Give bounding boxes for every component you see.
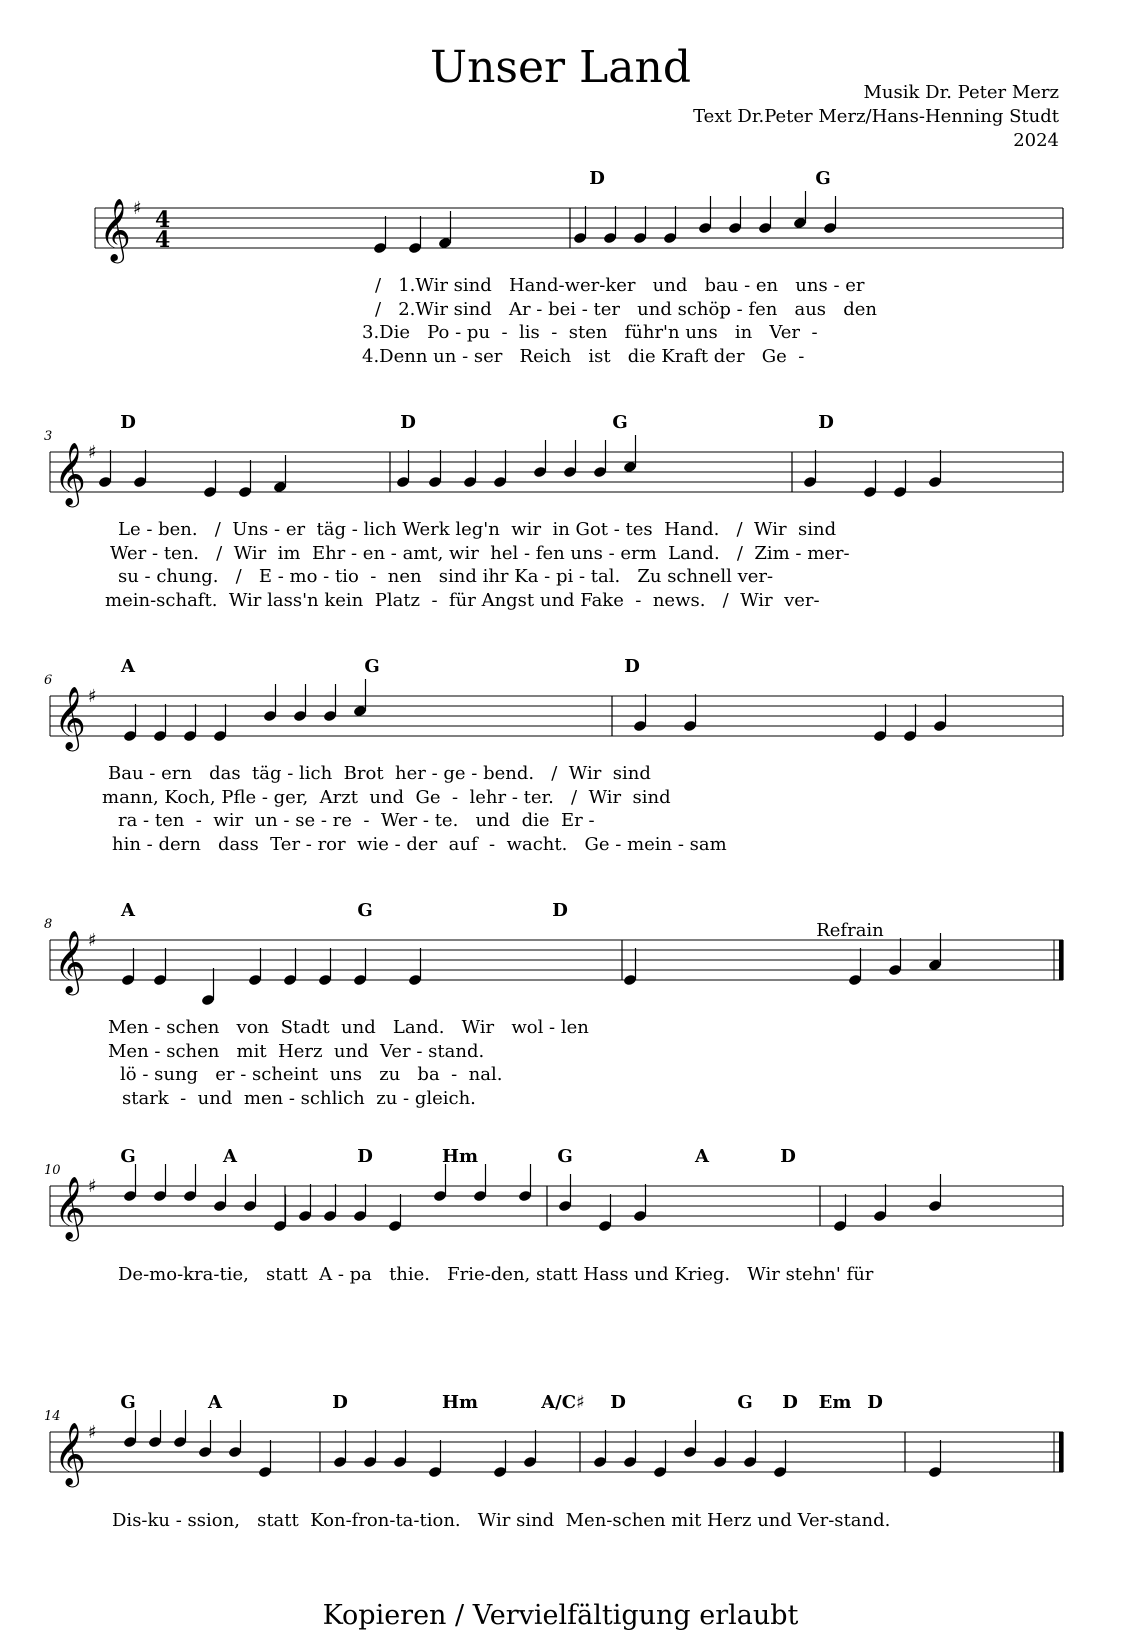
key-signature-sharp: ♯ bbox=[88, 1176, 97, 1197]
lyric-line-1: / 1.Wir sind Hand-wer-ker und bau - en uns - er bbox=[375, 275, 865, 296]
lyric-line-1: Le - ben. / Uns - er täg - lich Werk leg'n wir in Got - tes Hand. / Wir sind bbox=[118, 519, 837, 540]
chord-symbol: G bbox=[120, 1392, 136, 1413]
lyric-line-3: ra - ten - wir un - se - re - Wer - te. und die Er - bbox=[118, 810, 595, 831]
lyric-line-2: Men - schen mit Herz und Ver - stand. bbox=[108, 1041, 485, 1062]
final-barline bbox=[1059, 940, 1063, 980]
chord-symbol: G bbox=[364, 656, 380, 677]
chord-symbol: A bbox=[695, 1146, 709, 1167]
music-credit: Musik Dr. Peter Merz bbox=[863, 82, 1059, 103]
lyric-line-2: Wer - ten. / Wir im Ehr - en - amt, wir hel - fen uns - erm Land. / Zim - mer- bbox=[110, 543, 850, 564]
system-2 bbox=[50, 435, 1063, 611]
measure-number: 3 bbox=[44, 429, 53, 444]
refrain-label: Refrain bbox=[816, 920, 884, 941]
system-3 bbox=[50, 679, 1063, 855]
key-signature-sharp: ♯ bbox=[88, 686, 97, 707]
chord-symbol: Hm bbox=[441, 1392, 479, 1413]
chord-symbol: G bbox=[120, 1146, 136, 1167]
treble-clef: 𝄞 bbox=[54, 686, 86, 749]
chord-symbol: G bbox=[612, 412, 628, 433]
lyric-line-1: Men - schen von Stadt und Land. Wir wol - len bbox=[108, 1017, 589, 1038]
chord-symbol: D bbox=[610, 1392, 626, 1413]
lyric-line-4: stark - und men - schlich zu - gleich. bbox=[122, 1088, 476, 1109]
lyric-line-4: hin - dern dass Ter - ror wie - der auf - wacht. Ge - mein - sam bbox=[112, 834, 727, 855]
chord-symbol: D bbox=[357, 1146, 373, 1167]
chord-symbol: D bbox=[780, 1146, 796, 1167]
lyric-line-3: 3.Die Po - pu - lis - sten führ'n uns in Ver - bbox=[362, 322, 818, 343]
lyric-line-1: Dis-ku - ssion, statt Kon-fron-ta-tion. Wir sind Men-schen mit Herz und Ver-stand. bbox=[112, 1510, 891, 1531]
lyric-line-2: / 2.Wir sind Ar - bei - ter und schöp - fen aus den bbox=[375, 299, 877, 320]
song-title: Unser Land bbox=[429, 42, 691, 93]
treble-clef: 𝄞 bbox=[99, 198, 131, 261]
measure-number: 14 bbox=[44, 1409, 61, 1424]
treble-clef: 𝄞 bbox=[54, 1176, 86, 1239]
chord-symbol: G bbox=[737, 1392, 753, 1413]
key-signature-sharp: ♯ bbox=[133, 198, 142, 219]
chord-symbol: D bbox=[332, 1392, 348, 1413]
time-signature-bottom: 4 bbox=[155, 227, 171, 253]
lyric-line-4: mein-schaft. Wir lass'n kein Platz - für Angst und Fake - news. / Wir ver- bbox=[105, 590, 820, 611]
chord-symbol: D bbox=[818, 412, 834, 433]
lyric-line-3: su - chung. / E - mo - tio - nen sind ihr Ka - pi - tal. Zu schnell ver- bbox=[118, 566, 774, 587]
treble-clef: 𝄞 bbox=[54, 1422, 86, 1485]
system-4 bbox=[50, 930, 1063, 1109]
key-signature-sharp: ♯ bbox=[88, 442, 97, 463]
system-6 bbox=[50, 1410, 1063, 1531]
chord-symbol: G bbox=[815, 168, 831, 189]
chord-symbol: D bbox=[589, 168, 605, 189]
chord-symbol: A bbox=[208, 1392, 222, 1413]
chord-symbol: G bbox=[557, 1146, 573, 1167]
lyric-line-3: lö - sung er - scheint uns zu ba - nal. bbox=[120, 1064, 503, 1085]
lyric-line-1: Bau - ern das täg - lich Brot her - ge - bend. / Wir sind bbox=[108, 763, 651, 784]
chord-symbol: D bbox=[552, 900, 568, 921]
chord-symbol: A bbox=[121, 656, 135, 677]
system-5 bbox=[50, 1164, 1063, 1285]
text-credit: Text Dr.Peter Merz/Hans-Henning Studt bbox=[693, 106, 1059, 127]
chord-symbol: A bbox=[121, 900, 135, 921]
chord-symbol: D bbox=[782, 1392, 798, 1413]
chord-symbol: D bbox=[624, 656, 640, 677]
key-signature-sharp: ♯ bbox=[88, 1422, 97, 1443]
chord-symbol: A/C♯ bbox=[541, 1392, 585, 1413]
chord-symbol: D bbox=[867, 1392, 883, 1413]
copy-notice: Kopieren / Vervielfältigung erlaubt bbox=[322, 1600, 799, 1631]
chord-symbol: Hm bbox=[441, 1146, 479, 1167]
chord-symbol: Em bbox=[818, 1392, 852, 1413]
chord-symbol: A bbox=[223, 1146, 237, 1167]
measure-number: 6 bbox=[44, 673, 53, 688]
treble-clef: 𝄞 bbox=[54, 442, 86, 505]
system-1 bbox=[95, 191, 1063, 367]
chord-symbol: D bbox=[400, 412, 416, 433]
measure-number: 10 bbox=[44, 1163, 61, 1178]
lyric-line-2: mann, Koch, Pfle - ger, Arzt und Ge - lehr - ter. / Wir sind bbox=[102, 787, 671, 808]
time-signature-top: 4 bbox=[155, 207, 171, 233]
lyric-line-4: 4.Denn un - ser Reich ist die Kraft der Ge - bbox=[362, 346, 805, 367]
key-signature-sharp: ♯ bbox=[88, 930, 97, 951]
chord-symbol: D bbox=[120, 412, 136, 433]
lyric-line-1: De-mo-kra-tie, statt A - pa thie. Frie-den, statt Hass und Krieg. Wir stehn' für bbox=[118, 1264, 874, 1285]
chord-symbol: G bbox=[357, 900, 373, 921]
final-barline bbox=[1059, 1432, 1063, 1472]
measure-number: 8 bbox=[44, 917, 53, 932]
year: 2024 bbox=[1013, 130, 1059, 151]
treble-clef: 𝄞 bbox=[54, 930, 86, 993]
